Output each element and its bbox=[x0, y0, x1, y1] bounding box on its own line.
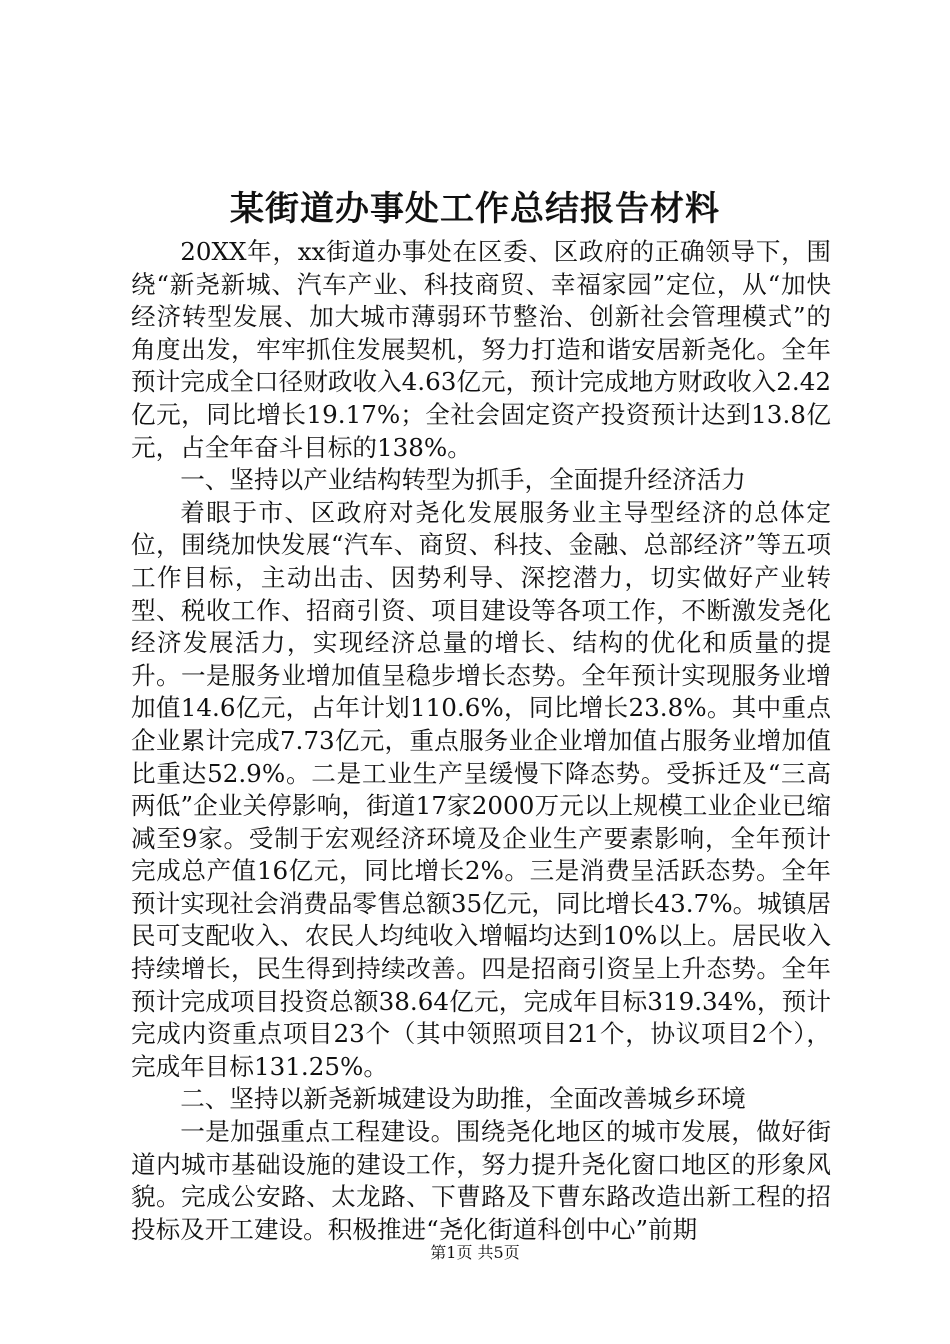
section-heading-2: 二、坚持以新尧新城建设为助推，全面改善城乡环境 bbox=[180, 1084, 746, 1114]
section-2-paragraph: 一是加强重点工程建设。围绕尧化地区的城市发展，做好街道内城市基础设施的建设工作，努力提升尧化窗口地区的形象风貌。完成公安路、太龙路、下曹路及下曹东路改造出新工程的招投标及开工建设。积极推进“尧化街道科创中心”前期 bbox=[131, 1117, 831, 1244]
page-number-footer: 第1页 共5页 bbox=[430, 1243, 520, 1262]
section-heading-1: 一、坚持以产业结构转型为抓手，全面提升经济活力 bbox=[180, 465, 746, 495]
intro-paragraph: 20XX年，xx街道办事处在区委、区政府的正确领导下，围绕“新尧新城、汽车产业、科技商贸、幸福家园”定位，从“加快经济转型发展、加大城市薄弱环节整治、创新社会管理模式”的角度出发，牢牢抓住发展契机，努力打造和谐安居新尧化。全年预计完成全口径财政收入4.63亿元，预计完成地方财政收入2.42亿元，同比增长19.17%；全社会固定资产投资预计达到13.8亿元，占全年奋斗目标的138%。 bbox=[131, 237, 831, 462]
document-body bbox=[131, 236, 831, 1246]
section-1-paragraph: 着眼于市、区政府对尧化发展服务业主导型经济的总体定位，围绕加快发展“汽车、商贸、科技、金融、总部经济”等五项工作目标，主动出击、因势利导、深挖潜力，切实做好产业转型、税收工作、招商引资、项目建设等各项工作，不断激发尧化经济发展活力，实现经济总量的增长、结构的优化和质量的提升。一是服务业增加值呈稳步增长态势。全年预计实现服务业增加值14.6亿元，占年计划110.6%，同比增长23.8%。其中重点企业累计完成7.73亿元，重点服务业企业增加值占服务业增加值比重达52.9%。二是工业生产呈缓慢下降态势。受拆迁及“三高两低”企业关停影响，街道17家2000万元以上规模工业企业已缩减至9家。受制于宏观经济环境及企业生产要素影响，全年预计完成总产值16亿元，同比增长2%。三是消费呈活跃态势。全年预计实现社会消费品零售总额35亿元，同比增长43.7%。城镇居民可支配收入、农民人均纯收入增幅均达到10%以上。居民收入持续增长，民生得到持续改善。四是招商引资呈上升态势。全年预计完成项目投资总额38.64亿元，完成年目标319.34%，预计完成内资重点项目23个（其中领照项目21个，协议项目2个），完成年目标131.25%。 bbox=[131, 497, 831, 1081]
document-title: 某街道办事处工作总结报告材料 bbox=[230, 189, 720, 229]
